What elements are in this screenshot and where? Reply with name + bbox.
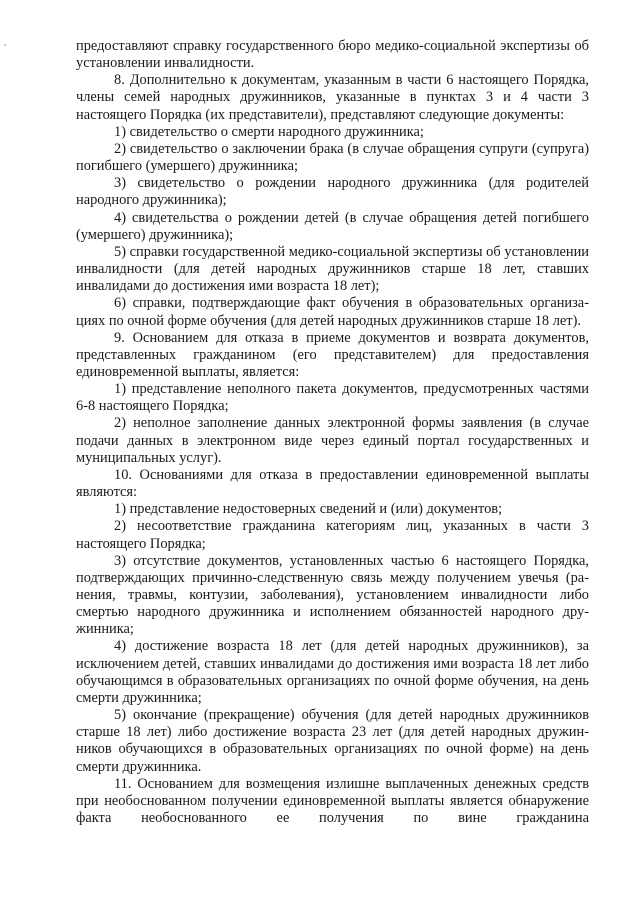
paragraph-item-8: 8. Дополнительно к документам, указанным в части 6 настоящего Порядка, члены семей народных дружинников, указанные в пунктах 3 и 4 части 3 настоящего Порядка (их представители), представляют следующие документы: — [76, 72, 589, 123]
scan-artifact — [4, 44, 6, 46]
list-item-8-4: 4) свидетельства о рождении детей (в случае обращения детей погибшего (умершего) дружинника); — [76, 209, 589, 243]
list-item-8-3: 3) свидетельство о рождении народного дружинника (для родителей народного дружинника); — [76, 175, 589, 209]
list-item-10-5: 5) окончание (прекращение) обучения (для детей народных дружинников старше 18 лет) либо достижение возраста 23 лет (для детей народных дружинников обучающихся в образовательных организациях по очной форме) на день смерти дружинника. — [76, 707, 589, 775]
paragraph-continuation: предоставляют справку государственного бюро медико-социальной экспертизы об установлении инвалидности. — [76, 38, 589, 72]
list-item-8-5: 5) справки государственной медико-социальной экспертизы об установлении инвалидности (для детей народных дружинников старше 18 лет, ставших инвалидами до достижения ими возраста 18 лет); — [76, 243, 589, 295]
paragraph-item-11: 11. Основанием для возмещения излишне выплаченных денежных средств при необоснованном получении единовременной выплаты является обнаружение факта необоснованного ее получения по вине гражданина — [76, 775, 589, 827]
list-item-10-2: 2) несоответствие гражданина категориям лиц, указанных в части 3 настоящего Порядка; — [76, 518, 589, 552]
list-item-10-1: 1) представление недостоверных сведений и (или) документов; — [114, 501, 503, 518]
paragraph-item-9: 9. Основанием для отказа в приеме документов и возврата документов, представленных гражданином (его представителем) для предоставления единовременной выплаты, является: — [76, 329, 589, 380]
list-item-9-1: 1) представление неполного пакета документов, предусмотренных частями 6-8 настоящего Порядка; — [76, 381, 589, 415]
list-item-8-1: 1) свидетельство о смерти народного дружинника; — [114, 123, 424, 140]
document-body — [76, 38, 589, 827]
paragraph-item-10: 10. Основаниями для отказа в предоставлении единовременной выплаты являются: — [76, 466, 589, 501]
list-item-10-3: 3) отсутствие документов, установленных частью 6 настоящего Порядка, подтверждающих причинно-следственную связь между получением увечья (ранения, травмы, контузии, заболевания), установлением инвалидности либо смертью народного дружинника и исполнением обязанностей народного дружинника; — [76, 552, 589, 638]
list-item-10-4: 4) достижение возраста 18 лет (для детей народных дружинников), за исключением детей, ставших инвалидами до достижения ими возраста 18 лет либо обучающимся в образовательных организациях по очной форме обучения, на день смерти дружинника; — [76, 638, 589, 706]
list-item-8-2: 2) свидетельство о заключении брака (в случае обращения супруги (супруга) погибшего (умершего) дружинника; — [76, 140, 589, 175]
list-item-9-2: 2) неполное заполнение данных электронной формы заявления (в случае подачи данных в электронном виде через единый портал государственных и муниципальных услуг). — [76, 415, 589, 466]
list-item-8-6: 6) справки, подтверждающие факт обучения в образовательных организациях по очной форме обучения (для детей народных дружинников старше 18 лет). — [76, 295, 589, 329]
